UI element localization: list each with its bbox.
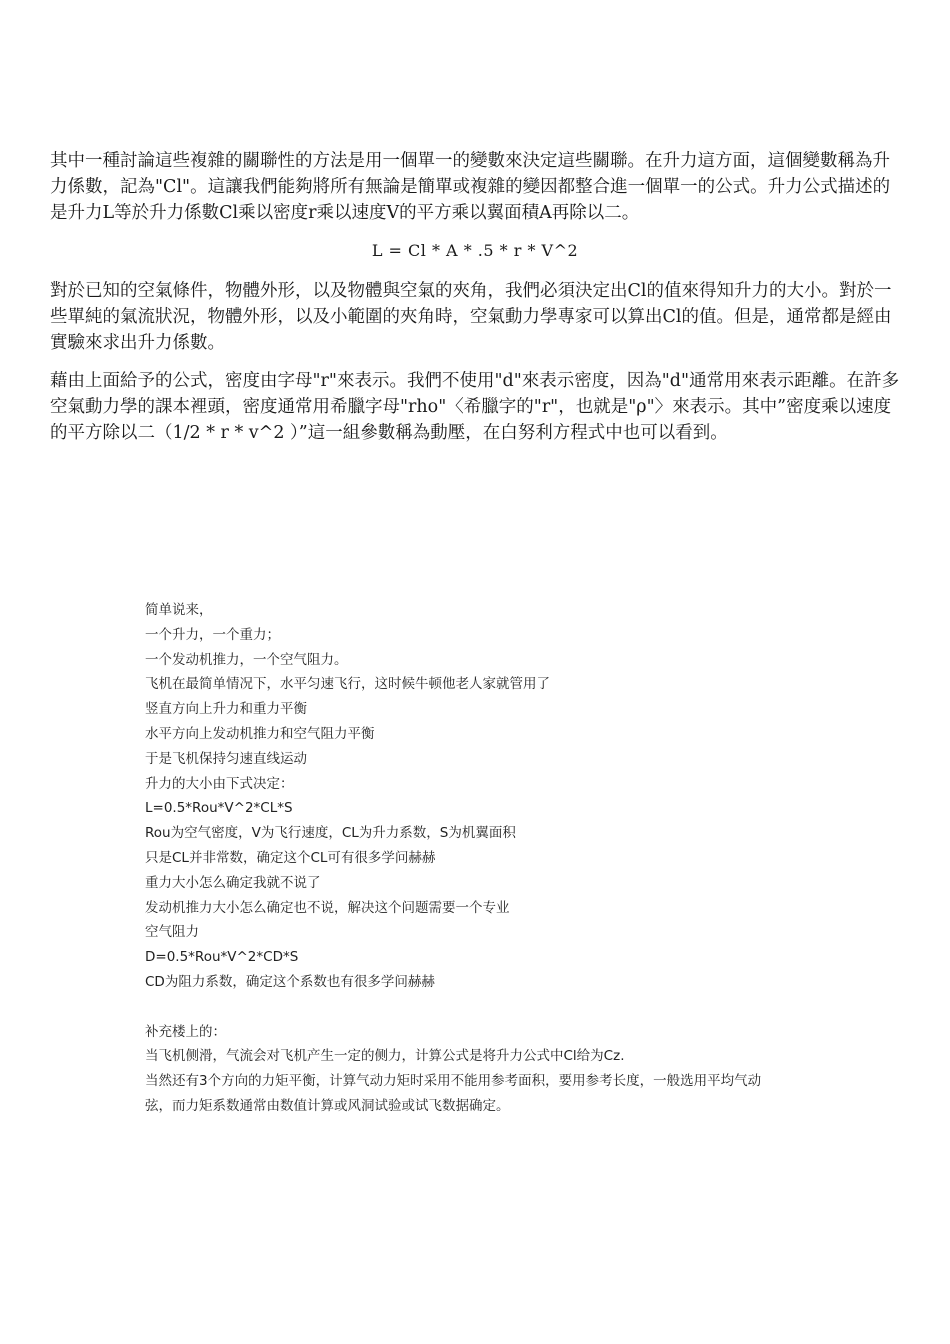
- reply-line: 发动机推力大小怎么确定也不说，解决这个问题需要一个专业: [145, 899, 510, 916]
- reply-line: 空气阻力: [145, 924, 199, 941]
- supplement-heading: 补充楼上的：: [145, 1023, 226, 1040]
- lift-equation: L=0.5*Rou*V^2*CL*S: [145, 800, 293, 817]
- reply-line: 简单说来，: [145, 602, 213, 618]
- reply-line: 一个升力，一个重力；: [145, 626, 280, 643]
- forum-reply: [145, 598, 845, 1119]
- reply-line: 一个发动机推力，一个空气阻力。: [145, 651, 348, 668]
- traditional-article: [50, 148, 900, 458]
- reply-line: 升力的大小由下式决定：: [145, 775, 294, 792]
- reply-line: 重力大小怎么确定我就不说了: [145, 874, 321, 891]
- lift-formula: L = Cl * A * .5 * r * V^2: [371, 241, 579, 260]
- reply-line: CD为阻力系数，确定这个系数也有很多学问赫赫: [145, 973, 435, 990]
- supplement-line: 当飞机侧滑，气流会对飞机产生一定的侧力，计算公式是将升力公式中Cl给为Cz.: [145, 1048, 625, 1065]
- spacer: [145, 995, 845, 1020]
- supplement-line: 弦，而力矩系数通常由数值计算或风洞试验或试飞数据确定。: [145, 1097, 510, 1114]
- paragraph-determine-cl: 對於已知的空氣條件，物體外形，以及物體與空氣的夾角，我們必須決定出Cl的值來得知升力的大小。對於一些單純的氣流狀況，物體外形，以及小範圍的夾角時，空氣動力學專家可以算出Cl的值。但是，通常都是經由實驗來求出升力係數。: [50, 281, 892, 353]
- reply-line: 只是CL并非常数，确定这个CL可有很多学问赫赫: [145, 849, 436, 866]
- reply-line: 飞机在最简单情况下，水平匀速飞行，这时候牛顿他老人家就管用了: [145, 676, 550, 693]
- paragraph-density-notation: 藉由上面給予的公式，密度由字母"r"來表示。我們不使用"d"來表示密度，因為"d"通常用來表示距離。在許多空氣動力學的課本裡頭，密度通常用希臘字母"rho"〈希臘字的"r"，也就是"ρ"〉來表示。其中”密度乘以速度的平方除以二（1/2 * r * v^2 ）”這一組參數稱為動壓，在白努利方程式中也可以看到。: [50, 371, 900, 443]
- drag-equation: D=0.5*Rou*V^2*CD*S: [145, 949, 299, 966]
- reply-line: Rou为空气密度，V为飞行速度，CL为升力系数，S为机翼面积: [145, 825, 516, 842]
- paragraph-lift-coefficient: 其中一種討論這些複雜的關聯性的方法是用一個單一的變數來決定這些關聯。在升力這方面，這個變數稱為升力係數，記為"Cl"。這讓我們能夠將所有無論是簡單或複雜的變因都整合進一個單一的公式。升力公式描述的是升力L等於升力係數Cl乘以密度r乘以速度V的平方乘以翼面積A再除以二。: [50, 151, 891, 223]
- reply-line: 于是飞机保持匀速直线运动: [145, 750, 307, 767]
- reply-line: 竖直方向上升力和重力平衡: [145, 701, 307, 718]
- reply-line: 水平方向上发动机推力和空气阻力平衡: [145, 725, 375, 742]
- supplement-line: 当然还有3个方向的力矩平衡，计算气动力矩时采用不能用参考面积，要用参考长度，一般选用平均气动: [145, 1073, 762, 1090]
